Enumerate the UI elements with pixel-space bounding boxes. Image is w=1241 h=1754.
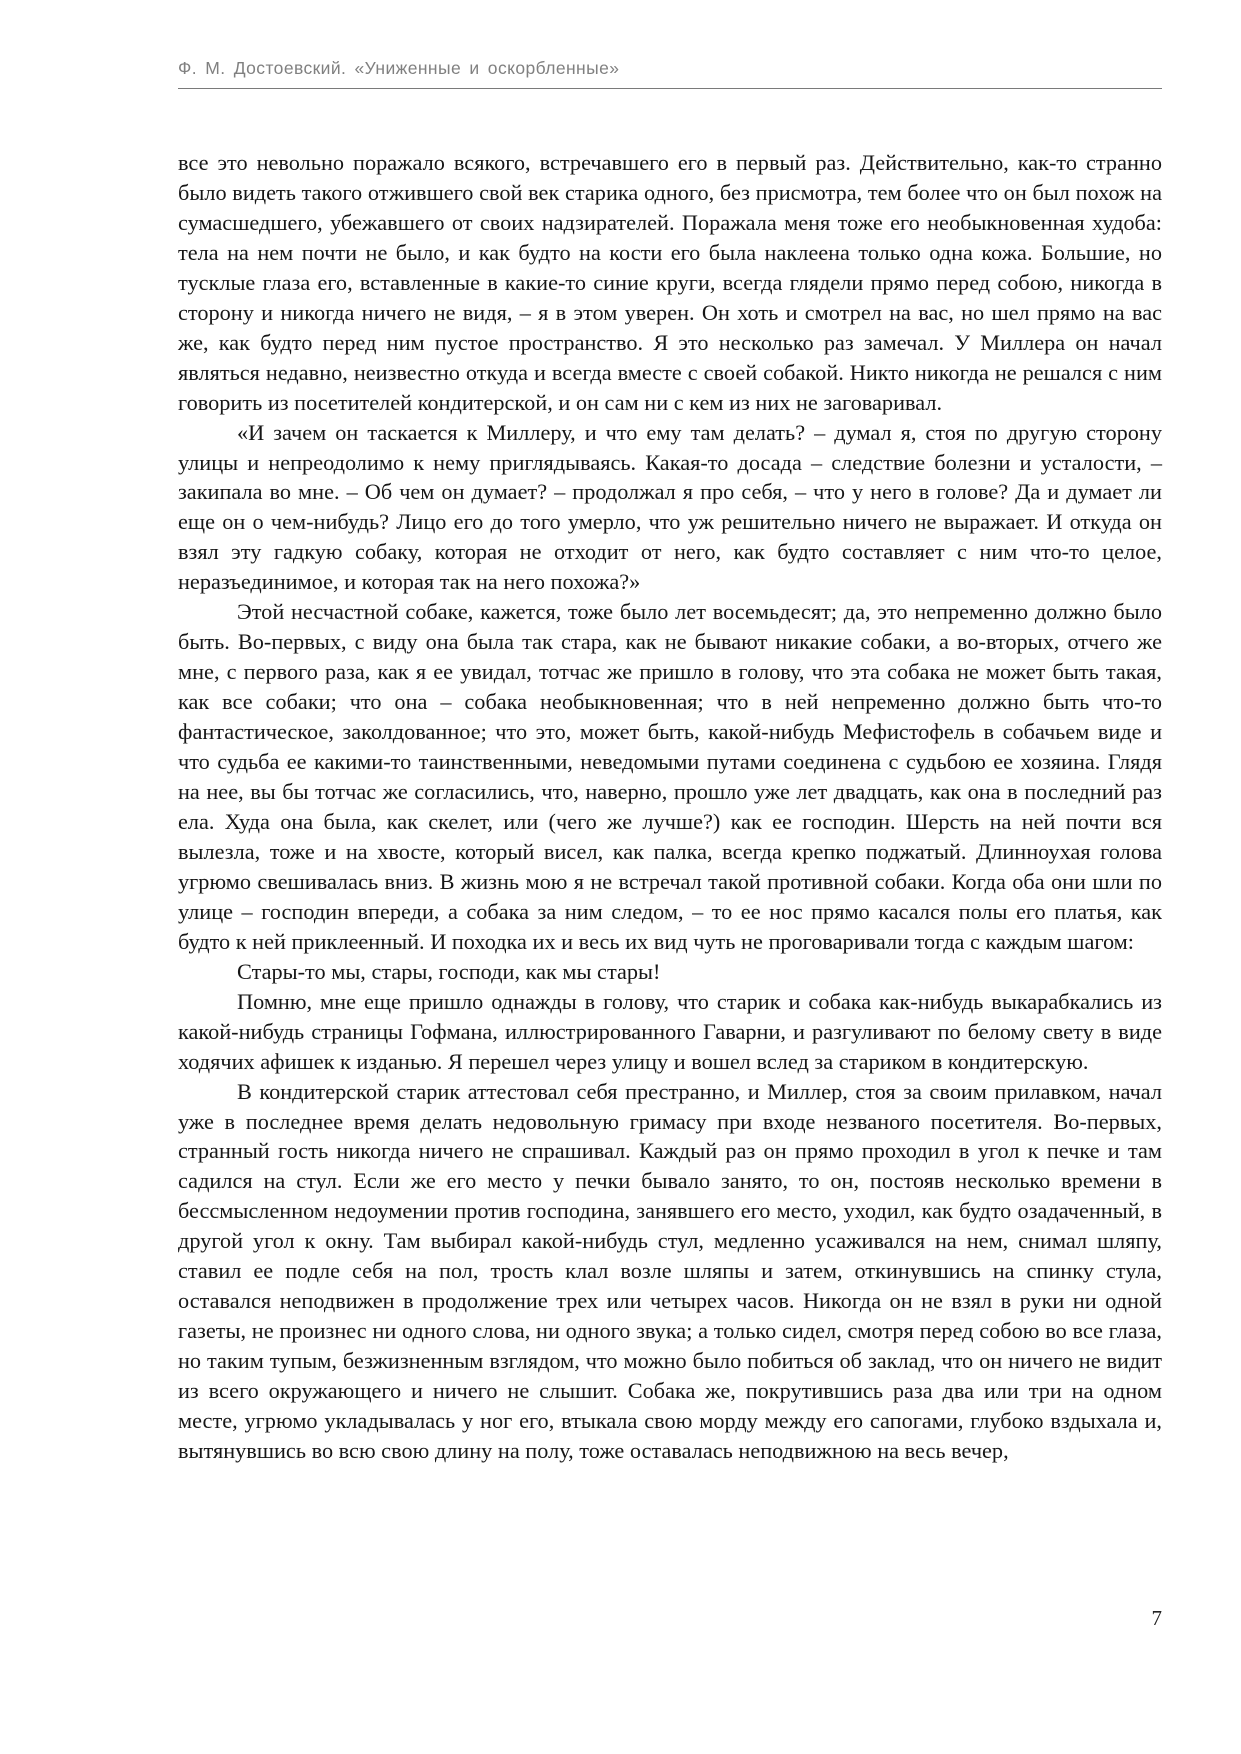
paragraph: «И зачем он таскается к Миллеру, и что ему там делать? – думал я, стоя по другую сторону улицы и непреодолимо к нему приглядываясь. Какая-то досада – следствие болезни и усталости, – закипала во мне. – Об чем он думает? – продолжал я про себя, – что у него в голове? Да и думает ли еще он о чем-нибудь? Лицо его до того умерло, что уж решительно ничего не выражает. И откуда он взял эту гадкую собаку, которая не отходит от него, как будто составляет с ним что-то целое, неразъединимое, и которая так на него похожа?»	[178, 419, 1162, 595]
paragraph-quote-line: Стары-то мы, стары, господи, как мы стары!	[237, 958, 661, 984]
page-body	[178, 148, 1162, 1466]
paragraph: В кондитерской старик аттестовал себя престранно, и Миллер, стоя за своим прилавком, начал уже в последнее время делать недовольную гримасу при входе незваного посетителя. Во-первых, странный гость никогда ничего не спрашивал. Каждый раз он прямо проходил в угол к печке и там садился на стул. Если же его место у печки бывало занято, то он, постояв несколько времени в бессмысленном недоумении против господина, занявшего его место, уходил, как будто озадаченный, в другой угол к окну. Там выбирал какой-нибудь стул, медленно усаживался на нем, снимал шляпу, ставил ее подле себя на пол, трость клал возле шляпы и затем, откинувшись на спинку стула, оставался неподвижен в продолжение трех или четырех часов. Никогда он не взял в руки ни одной газеты, не произнес ни одного слова, ни одного звука; а только сидел, смотря перед собою во все глаза, но таким тупым, безжизненным взглядом, что можно было побиться об заклад, что он ничего не видит из всего окружающего и ничего не слышит. Собака же, покрутившись раза два или три на одном месте, угрюмо укладывалась у ног его, втыкала свою морду между его сапогами, глубоко вздыхала и, вытянувшись во всю свою длину на полу, тоже оставалась неподвижною на весь вечер,	[178, 1078, 1162, 1463]
running-title: Ф. М. Достоевский. «Униженные и оскорбленные»	[178, 58, 620, 78]
paragraph: Помню, мне еще пришло однажды в голову, что старик и собака как-нибудь выкарабкались из какой-нибудь страницы Гофмана, иллюстрированного Гаварни, и разгуливают по белому свету в виде ходячих афишек к изданью. Я перешел через улицу и вошел вслед за стариком в кондитерскую.	[178, 988, 1162, 1074]
paragraph-continuation: все это невольно поражало всякого, встречавшего его в первый раз. Действительно, как-то странно было видеть такого отжившего свой век старика одного, без присмотра, тем более что он был похож на сумасшедшего, убежавшего от своих надзирателей. Поражала меня тоже его необыкновенная худоба: тела на нем почти не было, и как будто на кости его была наклеена только одна кожа. Большие, но тусклые глаза его, вставленные в какие-то синие круги, всегда глядели прямо перед собою, никогда в сторону и никогда ничего не видя, – я в этом уверен. Он хоть и смотрел на вас, но шел прямо на вас же, как будто перед ним пустое пространство. Я это несколько раз замечал. У Миллера он начал являться недавно, неизвестно откуда и всегда вместе с своей собакой. Никто никогда не решался с ним говорить из посетителей кондитерской, и он сам ни с кем из них не заговаривал.	[178, 150, 1162, 415]
running-header	[178, 56, 1162, 89]
paragraph: Этой несчастной собаке, кажется, тоже было лет восемьдесят; да, это непременно должно было быть. Во-первых, с виду она была так стара, как не бывают никакие собаки, а во-вторых, отчего же мне, с первого раза, как я ее увидал, тотчас же пришло в голову, что эта собака не может быть такая, как все собаки; что она – собака необыкновенная; что в ней непременно должно быть что-то фантастическое, заколдованное; что это, может быть, какой-нибудь Мефистофель в собачьем виде и что судьба ее какими-то таинственными, неведомыми путами соединена с судьбою ее хозяина. Глядя на нее, вы бы тотчас же согласились, что, наверно, прошло уже лет двадцать, как она в последний раз ела. Худа она была, как скелет, или (чего же лучше?) как ее господин. Шерсть на ней почти вся вылезла, тоже и на хвосте, который висел, как палка, всегда крепко поджатый. Длинноухая голова угрюмо свешивалась вниз. В жизнь мою я не встречал такой противной собаки. Когда оба они шли по улице – господин впереди, а собака за ним следом, – то ее нос прямо касался полы его платья, как будто к ней приклеенный. И походка их и весь их вид чуть не проговаривали тогда с каждым шагом:	[178, 599, 1162, 954]
page-number: 7	[1151, 1606, 1162, 1630]
